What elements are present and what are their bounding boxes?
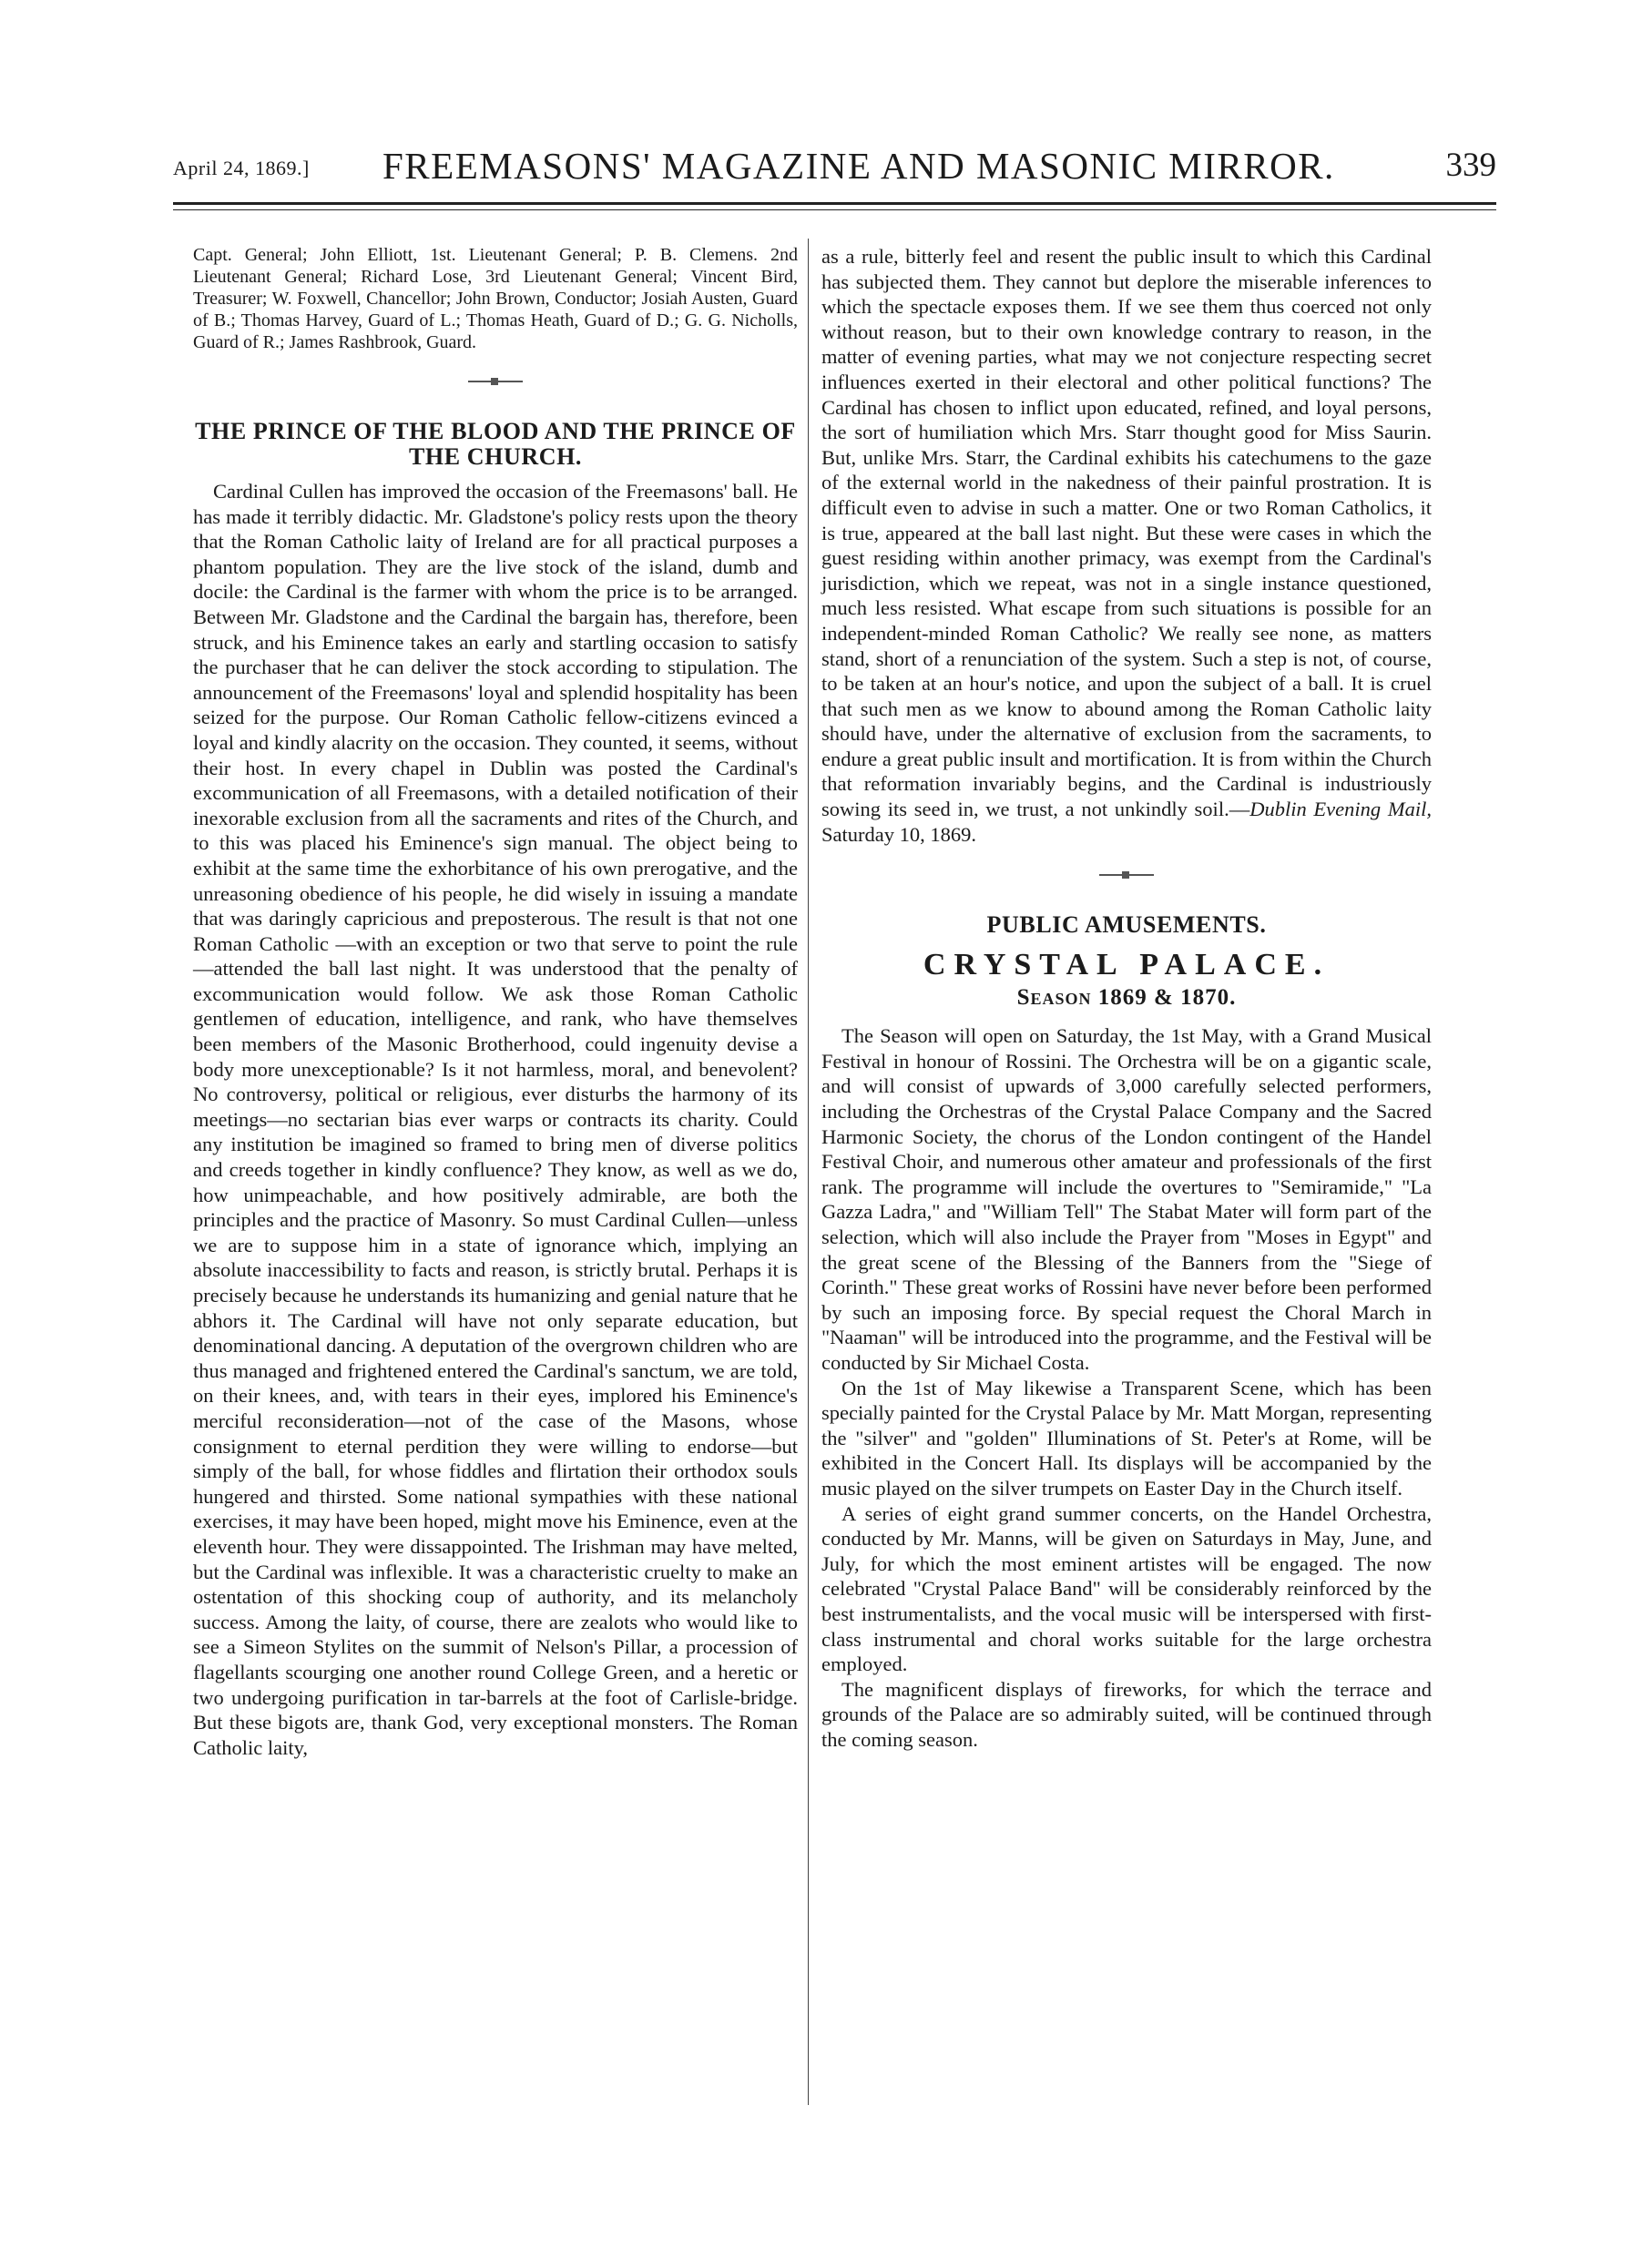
section-separator-2 — [1099, 874, 1154, 876]
section-title: PUBLIC AMUSEMENTS. — [986, 911, 1267, 939]
left-column — [193, 244, 798, 1760]
header-rule-thin — [173, 209, 1496, 210]
issue-date: April 24, 1869.] — [173, 157, 310, 179]
masthead — [173, 137, 1496, 191]
page-number: 339 — [1445, 147, 1496, 184]
subsection-title: CRYSTAL PALACE. — [923, 948, 1331, 982]
officers-list: Capt. General; John Elliott, 1st. Lieutenant General; P. B. Clemens. 2nd Lieutenant General; Richard Lose, 3rd Lieutenant General; Vincent Bird, Treasurer; W. Foxwell, Chancellor; John Brown, Conductor; Josiah Austen, Guard of B.; Thomas Harvey, Guard of L.; Thomas Heath, Guard of D.; G. G. Nicholls, Guard of R.; James Rashbrook, Guard. — [193, 245, 798, 352]
article-continued-text: as a rule, bitterly feel and resent the public insult to which this Cardinal has subjected them. They cannot but deplore the miserable inferences to which the spectacle exposes them. If we see them thus coerced not only without reason, but to their own knowledge contrary to reason, in the matter of evening parties, what may we not conjecture respecting secret influences exerted in their electoral and other political functions? The Cardinal has chosen to inflict upon educated, refined, and loyal persons, the sort of humiliation which Mrs. Starr thought good for Miss Saurin. But, unlike Mrs. Starr, the Cardinal exhibits his catechumens to the gaze of the external world in the nakedness of their painful prostration. It is difficult even to advise in such a matter. One or two Roman Catholics, it is true, appeared at the ball last night. But these were cases in which the guest residing within another primacy, was exempt from the Cardinal's jurisdiction, which we repeat, was not in a single instance questioned, much less resisted. What escape from such situations is possible for an independent-minded Roman Catholic? We really see none, as matters stand, short of a renunciation of the system. Such a step is not, of course, to be taken at an hour's notice, and upon the subject of a ball. It is cruel that such men as we know to abound among the Roman Catholic laity should have, under the alternative of exclusion from the sacraments, to endure a great public insult and mortification. It is from within the Church that reformation invariably begins, and the Cardinal is industriously sowing its seed in, we trust, a not unkindly soil.— — [821, 245, 1432, 821]
article-source-date: Saturday 10, 1869. — [821, 822, 976, 846]
section-separator — [468, 381, 523, 382]
season-label: Season 1869 & 1870. — [1016, 985, 1237, 1011]
paragraph: The magnificent displays of fireworks, for which the terrace and grounds of the Palace are so admirably suited, will be continued through the coming season. — [821, 1677, 1432, 1751]
column-divider — [808, 239, 809, 2105]
right-column — [821, 244, 1432, 1752]
article-continued — [821, 244, 1432, 847]
article-body: Cardinal Cullen has improved the occasion of the Freemasons' ball. He has made it terribly didactic. Mr. Gladstone's policy rests upon the theory that the Roman Catholic laity of Ireland are for all practical purposes a phantom population. They are the live stock of the island, dumb and docile: the Cardinal is the farmer with whom the price is to be arranged. Between Mr. Gladstone and the Cardinal the bargain has, therefore, been struck, and his Eminence takes an early and startling occasion to satisfy the purchaser that he can deliver the stock according to stipulation. The announcement of the Freemasons' loyal and splendid hospitality has been seized for the purpose. Our Roman Catholic fellow-citizens evinced a loyal and kindly alacrity on the occasion. They counted, it seems, without their host. In every chapel in Dublin was posted the Cardinal's excommunication of all Freemasons, with a detailed notification of their inexorable exclusion from all the sacraments and rites of the Church, and to this was placed his Eminence's sign manual. The object being to exhibit at the same time the exhorbitance of his own prerogative, and the unreasoning obedience of his people, he did wisely in issuing a mandate that was daringly capricious and preposterous. The result is that not one Roman Catholic —with an exception or two that serve to point the rule —attended the ball last night. It was understood that the penalty of excommunication would follow. We ask those Roman Catholic gentlemen of education, intelligence, and rank, who have themselves been members of the Masonic Brotherhood, could ingenuity devise a body more unexceptionable? Is it not harmless, moral, and benevolent? No controversy, political or religious, ever disturbs the harmony of its meetings—no sectarian bias ever warps or contracts its charity. Could any institution be imagined so framed to bring men of diverse politics and creeds together in kindly confluence? They know, as well as we do, how unimpeachable, and how positively admirable, are both the principles and the practice of Masonry. So must Cardinal Cullen—unless we are to suppose him in a state of ignorance which, implying an absolute inaccessibility to facts and reason, is strictly brutal. Perhaps it is precisely because he understands its humanizing and genial nature that he abhors it. The Cardinal will have not only separate education, but denominational dancing. A deputation of the overgrown children who are thus managed and frightened entered the Cardinal's sanctum, we are told, on their knees, and, with tears in their eyes, implored his Eminence's merciful reconsideration—not of the case of the Masons, whose consignment to eternal perdition they were willing to endorse—but simply of the ball, for whose fiddles and flirtation their orthodox souls hungered and thirsted. Some national sympathies with these national exercises, it may have been hoped, might move his Eminence, even at the eleventh hour. They were dissappointed. The Irishman may have melted, but the Cardinal was inflexible. It was a characteristic cruelty to make an ostentation of this shocking coup of authority, and its melancholy success. Among the laity, of course, there are zealots who would like to see a Simeon Stylites on the summit of Nelson's Pillar, a procession of flagellants scourging one another round College Green, and a heretic or two undergoing purification in tar-barrels at the foot of Carlisle-bridge. But these bigots are, thank God, very exceptional monsters. The Roman Catholic laity, — [193, 480, 798, 1759]
magazine-title: FREEMASONS' MAGAZINE AND MASONIC MIRROR. — [382, 145, 1335, 187]
paragraph: On the 1st of May likewise a Transparent Scene, which has been specially painted for the Crystal Palace by Mr. Matt Morgan, representing the "silver" and "golden" Illuminations of St. Peter's at Rome, will be exhibited in the Concert Hall. Its displays will be accompanied by the music played on the silver trumpets on Easter Day in the Church itself. — [821, 1376, 1432, 1500]
paragraph: The Season will open on Saturday, the 1st May, with a Grand Musical Festival in honour of Rossini. The Orchestra will be on a gigantic scale, and will consist of upwards of 3,000 carefully selected performers, including the Orchestras of the Crystal Palace Company and the Sacred Harmonic Society, the chorus of the London contingent of the Handel Festival Choir, and numerous other amateur and professionals of the first rank. The programme will include the overtures to "Semiramide," "La Gazza Ladra," and "William Tell" The Stabat Mater will form part of the selection, which will also include the Prayer from "Moses in Egypt" and the great scene of the Blessing of the Banners from the "Siege of Corinth." These great works of Rossini have never before been performed by such an imposing force. By special request the Choral March in "Naaman" will be introduced into the programme, and the Festival will be conducted by Sir Michael Costa. — [821, 1024, 1432, 1374]
header-rule-thick — [173, 202, 1496, 205]
paragraph: A series of eight grand summer concerts, on the Handel Orchestra, conducted by Mr. Manns, will be given on Saturdays in May, June, and July, for which the most eminent artistes will be engaged. The now celebrated "Crystal Palace Band" will be considerably reinforced by the best instrumentalists, and the vocal music will be interspersed with first-class instrumental and choral works suitable for the large orchestra employed. — [821, 1501, 1432, 1676]
article-source: Dublin Evening Mail, — [1249, 798, 1433, 821]
article-title: THE PRINCE OF THE BLOOD AND THE PRINCE OF THE CHURCH. — [195, 418, 796, 470]
